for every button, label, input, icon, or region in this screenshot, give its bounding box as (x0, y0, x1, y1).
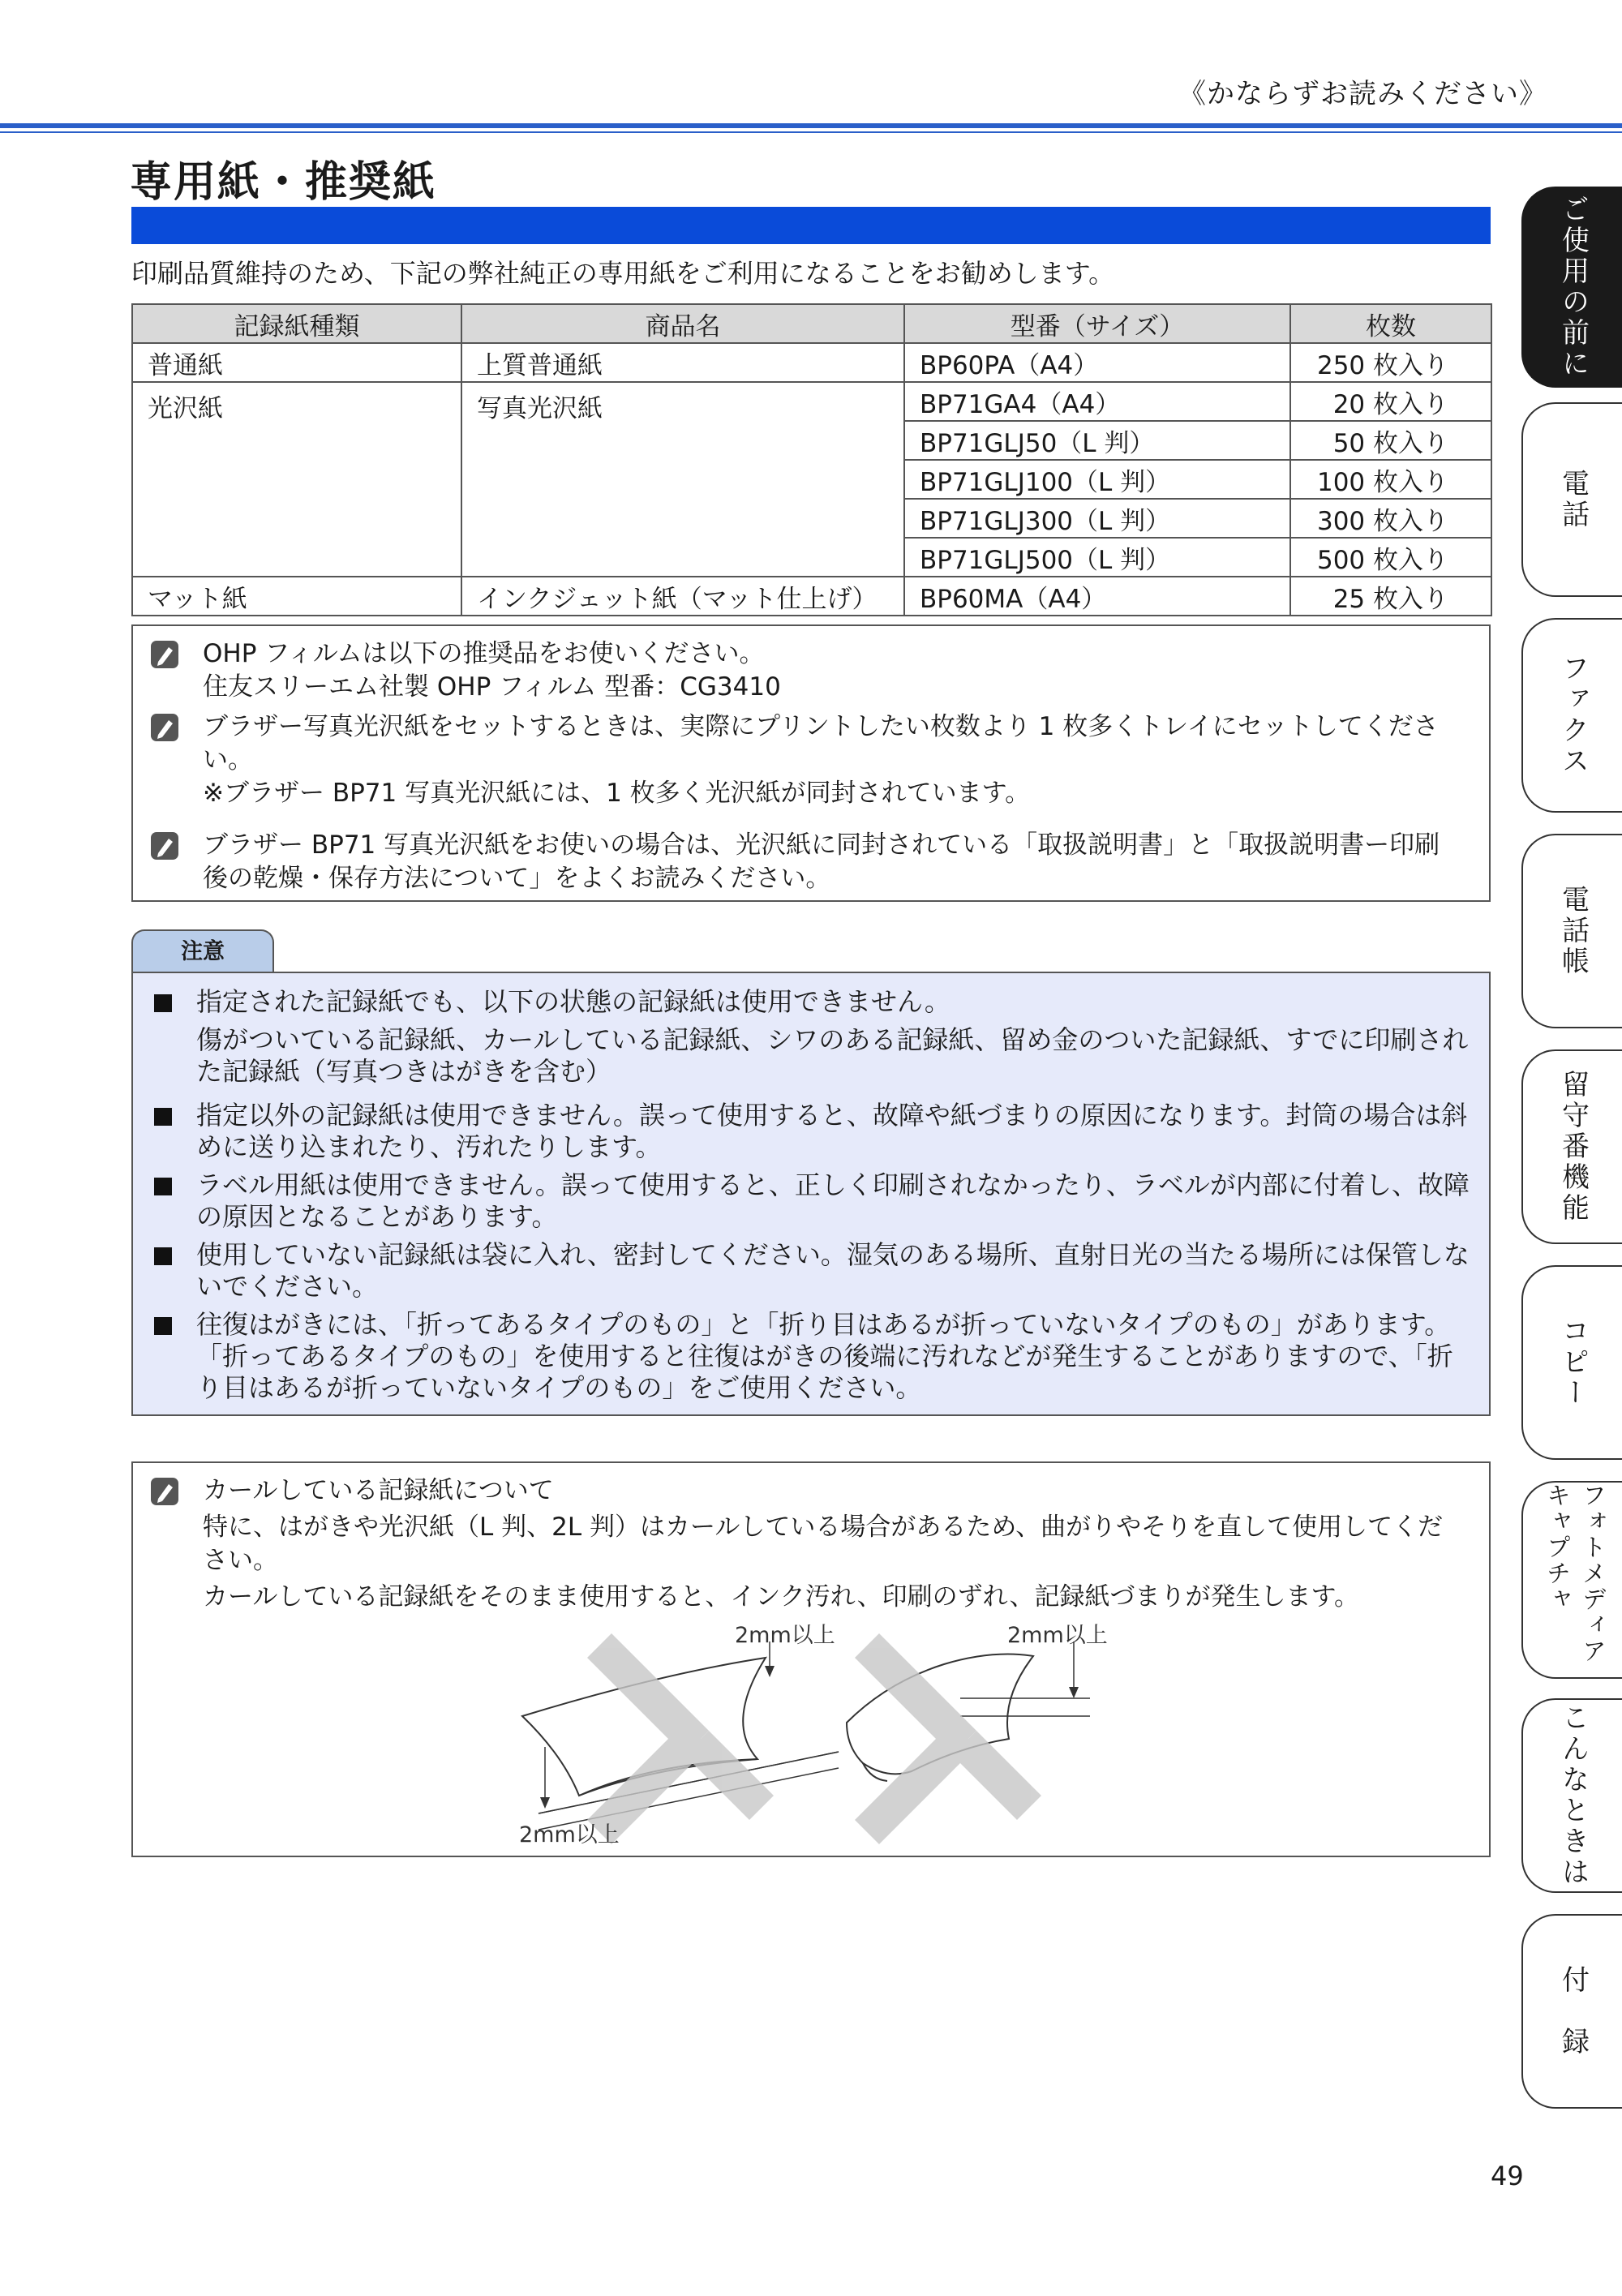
note-text: OHP フィルムは以下の推奨品をお使いください。 (203, 639, 765, 668)
side-tab-label: フォトメディアキャプチャ (1542, 1483, 1606, 1664)
bullet-square-icon (154, 1247, 172, 1265)
caution-text: 往復はがきには、「折ってあるタイプのもの」と「折り目はあるが折っていないタイプのもの」があります。「折ってあるタイプのもの」を使用すると往復はがきの後端に汚れなどが発生することがありますので、「折り目はあるが折っていないタイプのもの」をご使用ください。 (196, 1309, 1453, 1403)
curled-paper-figure (506, 1625, 1236, 1844)
count-cell: 25 枚入り (1290, 577, 1491, 616)
bullet-square-icon (154, 1317, 172, 1335)
caution-text: 使用していない記録紙は袋に入れ、密封してください。湿気のある場所、直射日光の当たる場所には保管しないでください。 (196, 1239, 1470, 1302)
side-tab-before-use[interactable] (1521, 187, 1622, 388)
table-header-row (132, 304, 1491, 343)
bullet-square-icon (154, 994, 172, 1012)
caution-text: ラベル用紙は使用できません。誤って使用すると、正しく印刷されなかったり、ラベルが内部に付着し、故障の原因となることがあります。 (196, 1169, 1470, 1232)
caution-item (154, 986, 1471, 1088)
side-tab-label: 電話 (1556, 469, 1590, 530)
table-row (132, 382, 1491, 421)
side-tab-copy[interactable] (1521, 1265, 1622, 1460)
model-cell: BP71GLJ50（L 判） (904, 421, 1290, 460)
note-item (151, 1474, 1465, 1614)
note-text: 住友スリーエム社製 OHP フィルム 型番：CG3410 (203, 672, 781, 702)
page-title: 専用紙・推奨紙 (130, 158, 437, 207)
paper-type-cell: 普通紙 (132, 343, 461, 382)
notes-box (131, 624, 1491, 902)
title-underline-bar (131, 207, 1491, 244)
intro-text: 印刷品質維持のため、下記の弊社純正の専用紙をご利用になることをお勧めします。 (131, 258, 1115, 289)
memo-icon (151, 832, 178, 860)
count-cell: 300 枚入り (1290, 499, 1491, 538)
page-number: 49 (1491, 2161, 1524, 2191)
caution-subtext: 傷がついている記録紙、カールしている記録紙、シワのある記録紙、留め金のついた記録紙、すでに印刷された記録紙（写真つきはがきを含む） (196, 1024, 1469, 1087)
caution-text: 指定された記録紙でも、以下の状態の記録紙は使用できません。 (196, 986, 950, 1017)
paper-type-cell: マット紙 (132, 577, 461, 616)
table-row (132, 343, 1491, 382)
table-header: 記録紙種類 (132, 304, 461, 343)
bullet-square-icon (154, 1108, 172, 1126)
side-tab-label: 電話帳 (1556, 885, 1590, 977)
product-cell: 写真光沢紙 (461, 382, 904, 577)
side-tab-phonebook[interactable] (1521, 834, 1622, 1028)
caution-label: 注意 (131, 929, 274, 973)
product-cell: 上質普通紙 (461, 343, 904, 382)
count-cell: 500 枚入り (1290, 538, 1491, 577)
note-item (151, 829, 1465, 895)
side-tab-label: ご使用の前に (1556, 195, 1590, 380)
bullet-square-icon (154, 1178, 172, 1195)
model-cell: BP71GLJ500（L 判） (904, 538, 1290, 577)
curl-note-text: カールしている記録紙をそのまま使用すると、インク汚れ、印刷のずれ、記録紙づまりが発生します。 (203, 1582, 1359, 1611)
side-tab-phone[interactable] (1521, 402, 1622, 597)
memo-icon (151, 641, 178, 668)
table-header: 型番（サイズ） (904, 304, 1290, 343)
note-text: ※ブラザー BP71 写真光沢紙には、1 枚多く光沢紙が同封されています。 (203, 779, 1031, 808)
dimension-label: 2mm以上 (1007, 1623, 1108, 1648)
count-cell: 100 枚入り (1290, 460, 1491, 499)
side-tab-photo-capture[interactable] (1521, 1481, 1622, 1679)
side-tab-label: コピー (1556, 1316, 1590, 1409)
side-tab-label: 付 録 (1556, 1965, 1590, 2058)
table-row (132, 577, 1491, 616)
memo-icon (151, 1478, 178, 1505)
caution-item (154, 1239, 1471, 1302)
side-tab-label: こんなときは (1556, 1703, 1590, 1888)
count-cell: 50 枚入り (1290, 421, 1491, 460)
count-cell: 250 枚入り (1290, 343, 1491, 382)
model-cell: BP60PA（A4） (904, 343, 1290, 382)
side-tab-troubleshooting[interactable] (1521, 1698, 1622, 1893)
dimension-label: 2mm以上 (519, 1822, 620, 1848)
caution-item (154, 1100, 1471, 1163)
header-rule (0, 123, 1622, 128)
count-cell: 20 枚入り (1290, 382, 1491, 421)
model-cell: BP71GLJ100（L 判） (904, 460, 1290, 499)
caution-item (154, 1169, 1471, 1233)
side-tab-appendix[interactable] (1521, 1914, 1622, 2109)
note-item (151, 637, 1465, 704)
dimension-label: 2mm以上 (735, 1623, 835, 1648)
side-tab-label: ファクス (1556, 654, 1590, 777)
note-item (151, 710, 1465, 810)
table-header: 商品名 (461, 304, 904, 343)
paper-table (131, 303, 1492, 616)
side-tab-label: 留守番機能 (1556, 1070, 1590, 1224)
caution-item (154, 1309, 1471, 1404)
side-tab-fax[interactable] (1521, 618, 1622, 813)
header-note: 《かならずお読みください》 (1178, 78, 1547, 110)
caution-box (131, 972, 1491, 1416)
table-header: 枚数 (1290, 304, 1491, 343)
paper-type-cell: 光沢紙 (132, 382, 461, 577)
curl-note-box (131, 1461, 1491, 1857)
product-cell: インクジェット紙（マット仕上げ） (461, 577, 904, 616)
model-cell: BP71GA4（A4） (904, 382, 1290, 421)
model-cell: BP60MA（A4） (904, 577, 1290, 616)
side-tab-answering[interactable] (1521, 1049, 1622, 1244)
model-cell: BP71GLJ300（L 判） (904, 499, 1290, 538)
caution-text: 指定以外の記録紙は使用できません。誤って使用すると、故障や紙づまりの原因になります。封筒の場合は斜めに送り込まれたり、汚れたりします。 (196, 1100, 1468, 1162)
memo-icon (151, 714, 178, 741)
curl-note-title: カールしている記録紙について (203, 1476, 554, 1505)
header-rule-thin (0, 131, 1622, 133)
note-text: ブラザー写真光沢紙をセットするときは、実際にプリントしたい枚数より 1 枚多くトレイにセットしてください。 (203, 712, 1439, 775)
curl-note-text: 特に、はがきや光沢紙（L 判、2L 判）はカールしている場合があるため、曲がりやそりを直して使用してください。 (203, 1513, 1444, 1575)
note-text: ブラザー BP71 写真光沢紙をお使いの場合は、光沢紙に同封されている「取扱説明書」と「取扱説明書ー印刷後の乾燥・保存方法について」をよくお読みください。 (203, 830, 1440, 893)
